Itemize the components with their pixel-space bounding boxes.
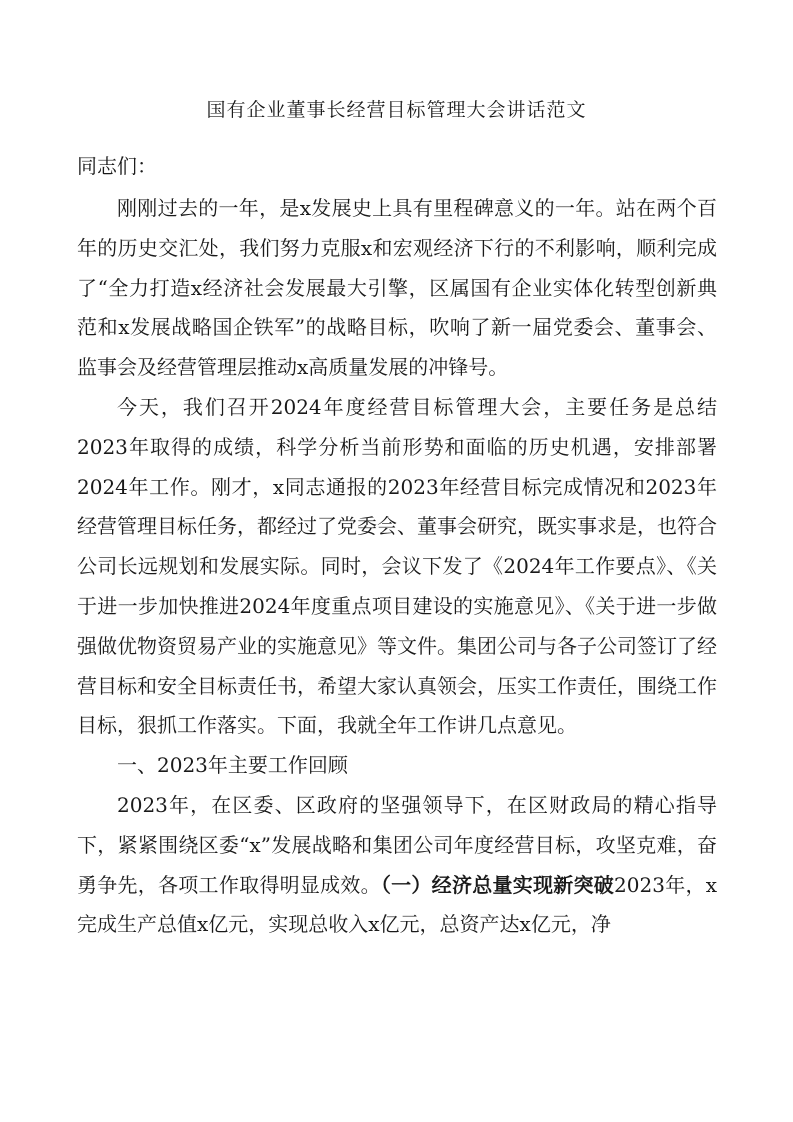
document-title: 国有企业董事长经营目标管理大会讲话范文 [206, 99, 587, 121]
review-text-before: 2023年，在区委、区政府的坚强领导下，在区财政局的精心指导下，紧紧围绕区委“x”发展战略和集团公司年度经营目标，攻坚克难，奋勇争先，各项工作取得明显成效。 [77, 792, 717, 897]
review-text-after: 2023年，x完成生产总值x亿元，实现总收入x亿元，总资产达x亿元，净 [77, 872, 717, 937]
paragraph-review [77, 786, 717, 945]
paragraph-opening: 刚刚过去的一年，是x发展史上具有里程碑意义的一年。站在两个百年的历史交汇处，我们努力克服x和宏观经济下行的不利影响，顺利完成了“全力打造x经济社会发展最大引擎，区属国有企业实体化转型创新典范和x发展战略国企铁军”的战略目标，吹响了新一届党委会、董事会、监事会及经营管理层推动x高质量发展的冲锋号。 [77, 196, 717, 380]
document-body [77, 189, 717, 945]
subheading-economic-breakthrough: （一）经济总量实现新突破 [380, 872, 615, 897]
salutation: 同志们： [77, 154, 157, 178]
section-heading: 一、2023年主要工作回顾 [117, 753, 348, 778]
paragraph-meeting-overview: 今天，我们召开2024年度经营目标管理大会，主要任务是总结2023年取得的成绩，科学分析当前形势和面临的历史机遇，安排部署2024年工作。刚才，x同志通报的2023年经营目标完成情况和2023年经营管理目标任务，都经过了党委会、董事会研究，既实事求是，也符合公司长远规划和发展实际。同时，会议下发了《2024年工作要点》、《关于进一步加快推进2024年度重点项目建设的实施意见》、《关于进一步做强做优物资贸易产业的实施意见》等文件。集团公司与各子公司签订了经营目标和安全目标责任书，希望大家认真领会，压实工作责任，围绕工作目标，狠抓工作落实。下面，我就全年工作讲几点意见。 [77, 394, 717, 738]
